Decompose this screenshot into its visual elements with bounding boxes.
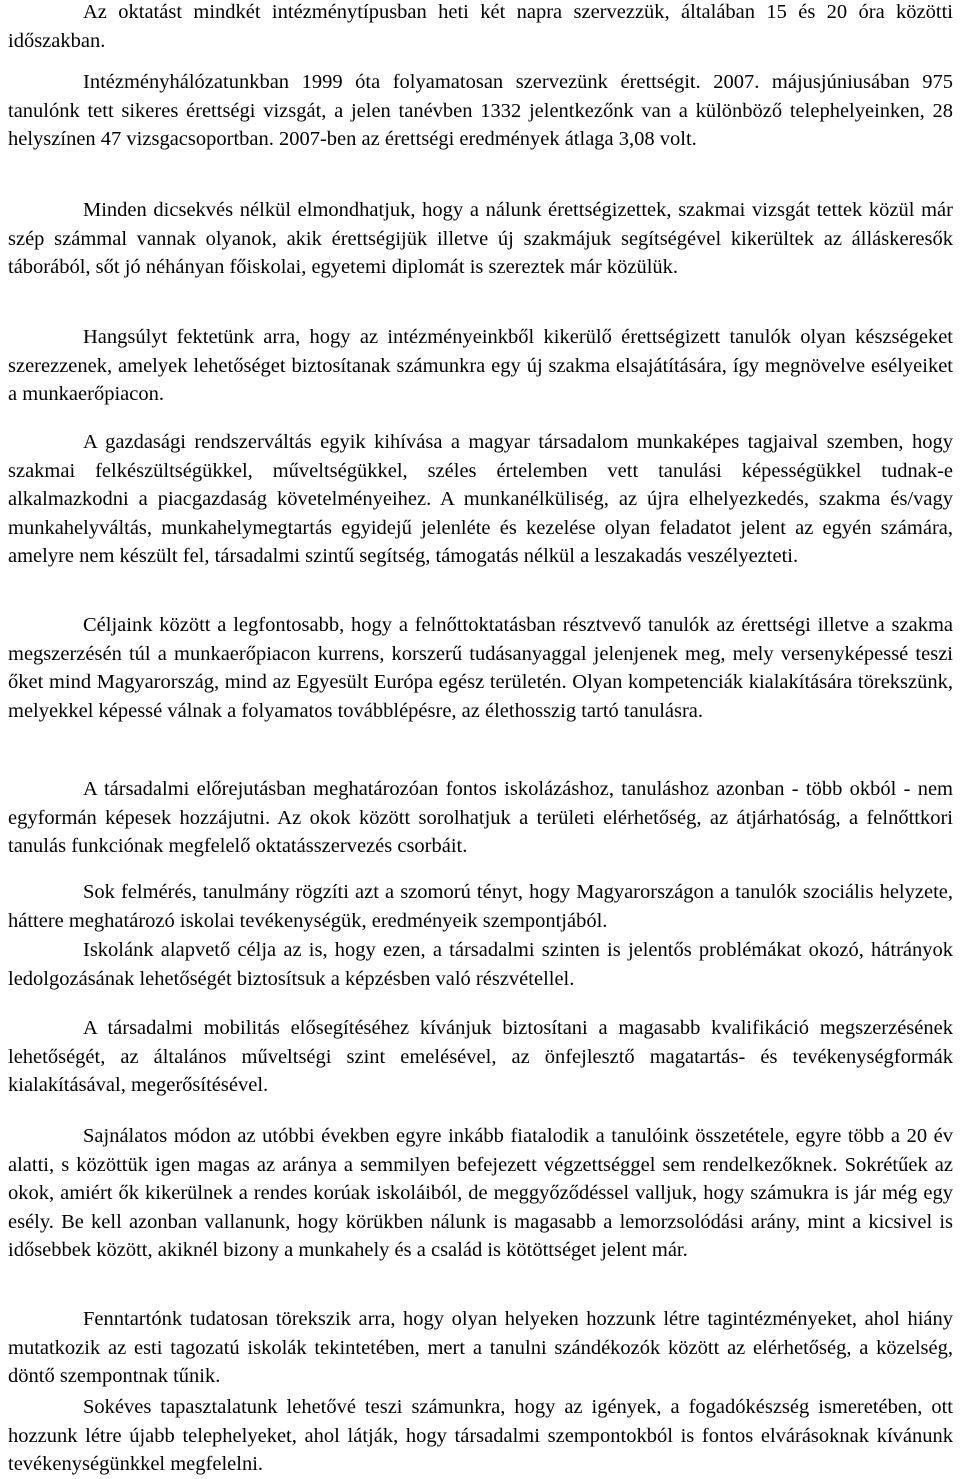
paragraph-younger-students: Sajnálatos módon az utóbbi években egyre inkább fiatalodik a tanulóink összetétele, egyre több a 20 év alatti, s közöttük igen magas az aránya a semmilyen befejezett végzettséggel sem rendelkezőknek. Sokrétűek az okok, amiért ők kikerülnek a rendes korúak iskoláiból, de meggyőződéssel valljuk, hogy számukra is jár még egy esély. Be kell azonban vallanunk, hogy körükben nálunk is magasabb a lemorzsolódási arány, mint a kicsivel is idősebbek között, akiknél bizony a munkahely és a család is kötöttséget jelent már. (8, 1125, 953, 1262)
paragraph-social-background: Sok felmérés, tanulmány rögzíti azt a szomorú tényt, hogy Magyarországon a tanulók szociális helyzete, háttere meghatározó iskolai tevékenységük, eredményeik szempontjából. (8, 881, 953, 932)
paragraph-graduate-success: Minden dicsekvés nélkül elmondhatjuk, hogy a nálunk érettségizettek, szakmai vizsgát tettek közül már szép számmal vannak olyanok, akik érettségijük illetve új szakmájuk segítségével kikerültek az álláskeresők táborából, sőt jó néhányan főiskolai, egyetemi diplomát is szereztek már közülük. (8, 199, 953, 279)
paragraph-skills-focus: Hangsúlyt fektetünk arra, hogy az intézményeinkből kikerülő érettségizett tanulók olyan készségeket szerezzenek, amelyek lehetőséget biztosítanak számunkra egy új szakma elsajátítására, így megnövelve esélyeiket a munkaerőpiacon. (8, 326, 953, 406)
paragraph-maintainer-efforts: Fenntartónk tudatosan törekszik arra, hogy olyan helyeken hozzunk létre tagintézményeket, ahol hiány mutatkozik az esti tagozatú iskolák tekintetében, mert a tanulni szándékozók között az elérhetőség, a közelség, döntő szempontnak tűnik. (8, 1308, 953, 1388)
paragraph-goals: Céljaink között a legfontosabb, hogy a felnőttoktatásban résztvevő tanulók az érettségi illetve a szakma megszerzésén túl a munkaerőpiacon kurrens, korszerű tudásanyaggal jelenjenek meg, mely versenyképessé teszi őket mind Magyarország, mind az Egyesült Európa egész területén. Olyan kompetenciák kialakítására törekszünk, melyekkel képessé válnak a folyamatos továbblépésre, az élethosszig tartó tanulásra. (8, 614, 953, 722)
paragraph-experience: Sokéves tapasztalatunk lehetővé teszi számunkra, hogy az igények, a fogadókészség ismeretében, ott hozzunk létre újabb telephelyeket, ahol látják, hogy társadalmi szempontokból is fontos elvárásoknak kívánunk tevékenységünkkel megfelelni. (8, 1396, 953, 1476)
paragraph-school-aim: Iskolánk alapvető célja az is, hogy ezen, a társadalmi szinten is jelentős problémákat okozó, hátrányok ledolgozásának lehetőségét biztosítsuk a képzésben való részvétellel. (8, 939, 953, 990)
paragraph-economic-challenge: A gazdasági rendszerváltás egyik kihívása a magyar társadalom munkaképes tagjaival szemben, hogy szakmai felkészültségükkel, műveltségükkel, széles értelemben vett tanulási képességükkel tudnak-e alkalmazkodni a piacgazdaság követelményeihez. A munkanélküliség, az újra elhelyezkedés, szakma és/vagy munkahelyváltás, munkahelymegtartás egyidejű jelenléte és kezelése olyan feladatot jelent az egyén számára, amelyre nem készült fel, társadalmi szintű segítség, támogatás nélkül a leszakadás veszélyezteti. (8, 431, 953, 568)
paragraph-schedule: Az oktatást mindkét intézménytípusban heti két napra szervezzük, általában 15 és 20 óra közötti időszakban. (8, 1, 953, 52)
paragraph-access-barriers: A társadalmi előrejutásban meghatározóan fontos iskolázáshoz, tanuláshoz azonban - több okból - nem egyformán képesek hozzájutni. Az okok között sorolhatjuk a területi elérhetőség, az átjárhatóság, a felnőttkori tanulás funkciónak megfelelő oktatásszervezés csorbáit. (8, 778, 953, 858)
paragraph-social-mobility: A társadalmi mobilitás elősegítéséhez kívánjuk biztosítani a magasabb kvalifikáció megszerzésének lehetőségét, az általános műveltségi szint emelésével, az önfejlesztő magatartás- és tevékenységformák kialakításával, megerősítésével. (8, 1017, 953, 1097)
paragraph-exam-history: Intézményhálózatunkban 1999 óta folyamatosan szervezünk érettségit. 2007. májusjúniusában 975 tanulónk tett sikeres érettségi vizsgát, a jelen tanévben 1332 jelentkezőnk van a különböző telephelyeinken, 28 helyszínen 47 vizsgacsoportban. 2007-ben az érettségi eredmények átlaga 3,08 volt. (8, 71, 953, 151)
